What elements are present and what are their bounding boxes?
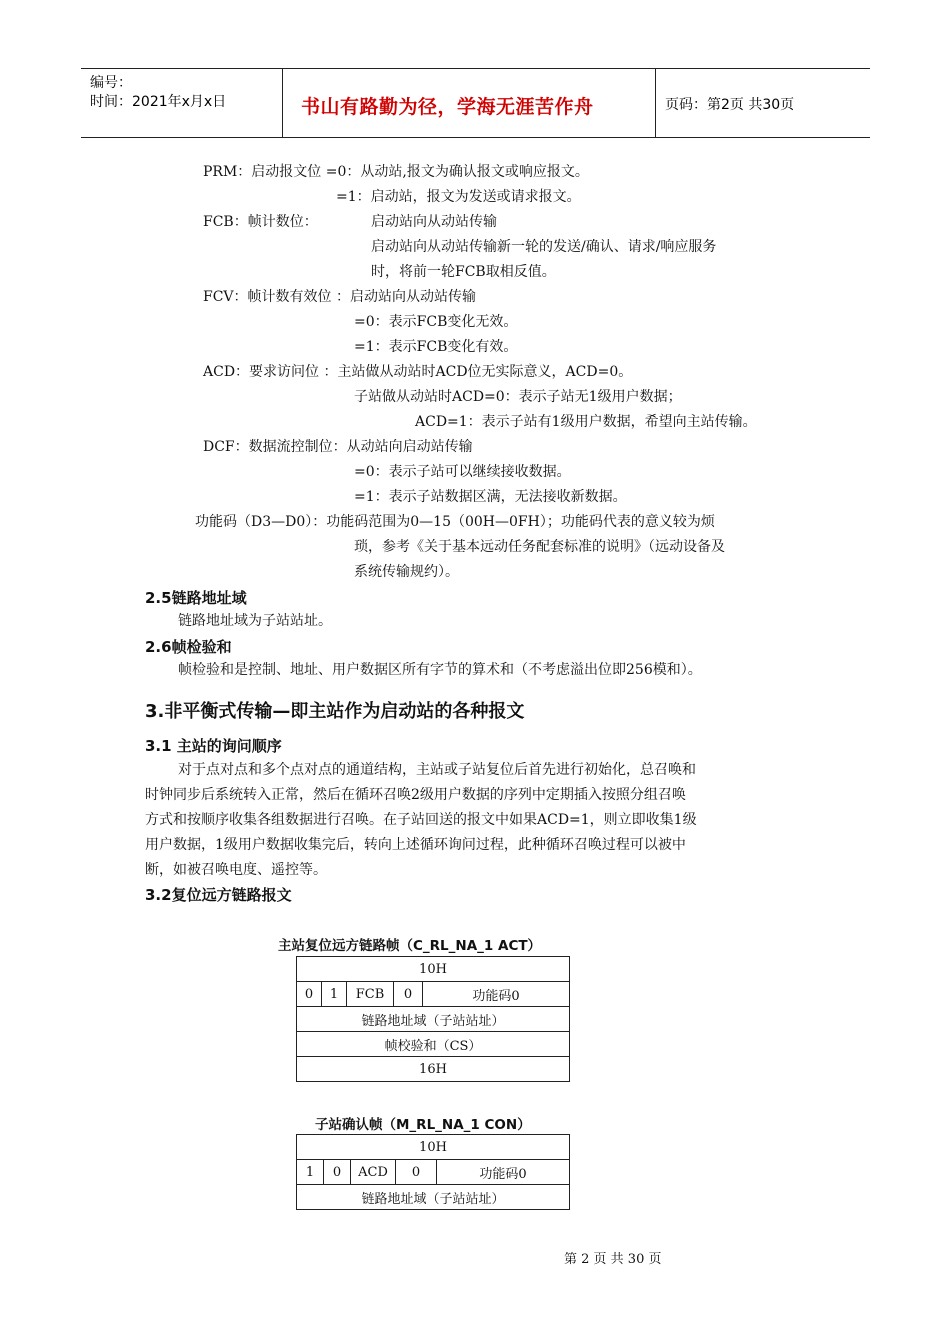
section-3-1-title: 3.1 主站的询问顺序 (145, 737, 282, 755)
header-divider (655, 69, 656, 137)
frame1-bit: 0 (297, 982, 322, 1007)
section-2-6-title: 2.6帧检验和 (145, 638, 232, 656)
frame1-function-code: 功能码0 (423, 982, 570, 1007)
frame1-end: 16H (297, 1057, 570, 1082)
frame1-checksum: 帧校验和（CS） (297, 1032, 570, 1057)
frame1-table (296, 956, 570, 1082)
frame2-bit: ACD (351, 1160, 396, 1185)
frame1-caption: 主站复位远方链路帧（C_RL_NA_1 ACT） (278, 938, 542, 954)
section-2-6-body: 帧检验和是控制、地址、用户数据区所有字节的算术和（不考虑溢出位即256模和）。 (178, 662, 702, 678)
def-fcb-cont: 时，将前一轮FCB取相反值。 (371, 264, 556, 280)
def-acd-cont: ACD=1：表示子站有1级用户数据，希望向主站传输。 (415, 414, 757, 430)
frame1-bit: FCB (347, 982, 394, 1007)
section-3-1-line: 断，如被召唤电度、遥控等。 (145, 862, 327, 878)
def-fcb-cont: 启动站向从动站传输新一轮的发送/确认、请求/响应服务 (371, 239, 717, 255)
header-divider (282, 69, 283, 137)
def-fcb: FCB：帧计数位： (203, 214, 318, 230)
section-3-1-line: 方式和按顺序收集各组数据进行召唤。在子站回送的报文中如果ACD=1，则立即收集1级 (145, 812, 697, 828)
frame2-bit: 1 (297, 1160, 324, 1185)
def-function-code-cont: 系统传输规约）。 (354, 564, 459, 580)
page-footer: 第 2 页 共 30 页 (564, 1252, 662, 1267)
section-3-1-line: 对于点对点和多个点对点的通道结构，主站或子站复位后首先进行初始化，总召唤和 (178, 762, 696, 778)
def-acd: ACD：要求访问位 ：主站做从动站时ACD位无实际意义，ACD=0。 (203, 364, 633, 380)
section-3-1-line: 用户数据，1级用户数据收集完后，转向上述循环询问过程，此种循环召唤过程可以被中 (145, 837, 686, 853)
def-function-code: 功能码（D3—D0）：功能码范围为0—15（00H—0FH）；功能码代表的意义较为烦 (195, 514, 715, 530)
section-2-5-body: 链路地址域为子站站址。 (178, 613, 332, 629)
section-3-2-title: 3.2复位远方链路报文 (145, 886, 292, 904)
date-label: 时间：2021年x月x日 (90, 94, 227, 110)
section-3-title: 3.非平衡式传输—即主站作为启动站的各种报文 (145, 701, 525, 722)
frame2-bit: 0 (396, 1160, 437, 1185)
frame1-bit: 1 (322, 982, 347, 1007)
def-prm: PRM：启动报文位 =0：从动站,报文为确认报文或响应报文。 (203, 164, 589, 180)
def-fcv-cont: =0：表示FCB变化无效。 (354, 314, 518, 330)
number-label: 编号： (90, 75, 132, 91)
def-fcb-desc: 启动站向从动站传输 (371, 214, 497, 230)
frame2-bit: 0 (324, 1160, 351, 1185)
frame2-caption: 子站确认帧（M_RL_NA_1 CON） (315, 1117, 531, 1133)
frame2-address: 链路地址域（子站站址） (297, 1185, 570, 1210)
frame2-start: 10H (297, 1135, 570, 1160)
def-fcv-cont: =1：表示FCB变化有效。 (354, 339, 518, 355)
section-3-1-line: 时钟同步后系统转入正常，然后在循环召唤2级用户数据的序列中定期插入按照分组召唤 (145, 787, 686, 803)
frame2-table (296, 1134, 570, 1210)
def-prm-cont: =1：启动站，报文为发送或请求报文。 (336, 189, 581, 205)
frame1-bit: 0 (394, 982, 423, 1007)
section-2-5-title: 2.5链路地址域 (145, 589, 247, 607)
def-fcv: FCV：帧计数有效位 ：启动站向从动站传输 (203, 289, 476, 305)
def-dcf-cont: =0：表示子站可以继续接收数据。 (354, 464, 571, 480)
frame1-address: 链路地址域（子站站址） (297, 1007, 570, 1032)
motto: 书山有路勤为径，学海无涯苦作舟 (301, 96, 594, 118)
def-dcf-cont: =1：表示子站数据区满，无法接收新数据。 (354, 489, 627, 505)
def-acd-cont: 子站做从动站时ACD=0：表示子站无1级用户数据； (354, 389, 682, 405)
frame1-start: 10H (297, 957, 570, 982)
page-info: 页码：第2页 共30页 (665, 97, 795, 113)
def-dcf: DCF：数据流控制位：从动站向启动站传输 (203, 439, 473, 455)
frame2-function-code: 功能码0 (437, 1160, 570, 1185)
def-function-code-cont: 琐，参考《关于基本远动任务配套标准的说明》（远动设备及 (354, 539, 725, 555)
